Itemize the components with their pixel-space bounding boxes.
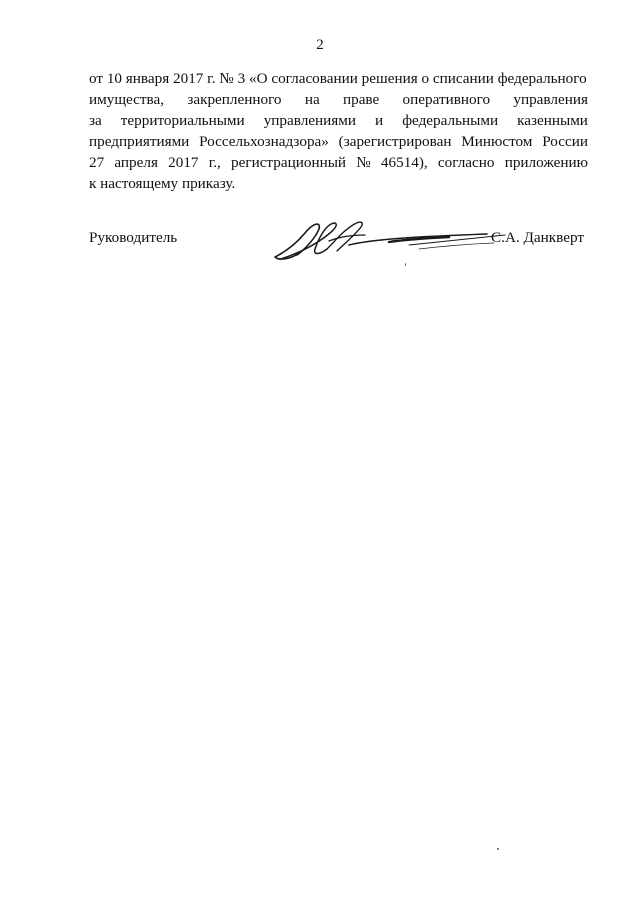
text-fragment: имущества,	[89, 91, 165, 108]
text-fragment: от 10 января 2017 г. № 3 «О согласовании решения о списании федерального	[89, 70, 587, 87]
text-fragment: №	[356, 154, 371, 171]
text-line	[89, 89, 588, 110]
text-fragment: оперативного	[402, 91, 491, 108]
text-fragment: Россельхознадзора»	[199, 133, 329, 150]
text-fragment: территориальными	[120, 112, 245, 129]
text-fragment: регистрационный	[231, 154, 347, 171]
text-fragment: предприятиями	[89, 133, 190, 150]
text-fragment: праве	[342, 91, 380, 108]
scan-speck	[497, 848, 499, 850]
text-fragment: России	[542, 133, 588, 150]
text-fragment: 27	[89, 154, 105, 171]
page-number: 2	[316, 37, 324, 53]
text-fragment: к настоящему приказу.	[89, 175, 236, 192]
text-fragment: 46514),	[380, 154, 428, 171]
text-fragment: управлениями	[263, 112, 357, 129]
text-line	[89, 68, 588, 89]
handwritten-signature	[269, 215, 519, 267]
text-fragment: и	[375, 112, 384, 129]
text-fragment: 2017	[168, 154, 199, 171]
signer-position: Руководитель	[89, 229, 178, 246]
text-line	[89, 152, 588, 173]
signer-name: С.А. Данкверт	[491, 229, 584, 246]
text-line	[89, 173, 588, 194]
scan-speck	[405, 263, 406, 266]
text-fragment: согласно	[437, 154, 495, 171]
text-fragment: апреля	[114, 154, 158, 171]
text-fragment: управления	[513, 91, 588, 108]
text-fragment: приложению	[504, 154, 588, 171]
text-fragment: казенными	[517, 112, 588, 129]
text-line	[89, 131, 588, 152]
text-line	[89, 110, 588, 131]
body-text	[89, 68, 588, 194]
signature-block	[89, 227, 588, 267]
text-fragment: закрепленного	[187, 91, 282, 108]
text-fragment: (зарегистрирован	[338, 133, 452, 150]
text-fragment: Минюстом	[461, 133, 533, 150]
text-fragment: г.,	[208, 154, 221, 171]
text-fragment: на	[304, 91, 320, 108]
text-fragment: федеральными	[402, 112, 499, 129]
text-fragment: за	[89, 112, 102, 129]
